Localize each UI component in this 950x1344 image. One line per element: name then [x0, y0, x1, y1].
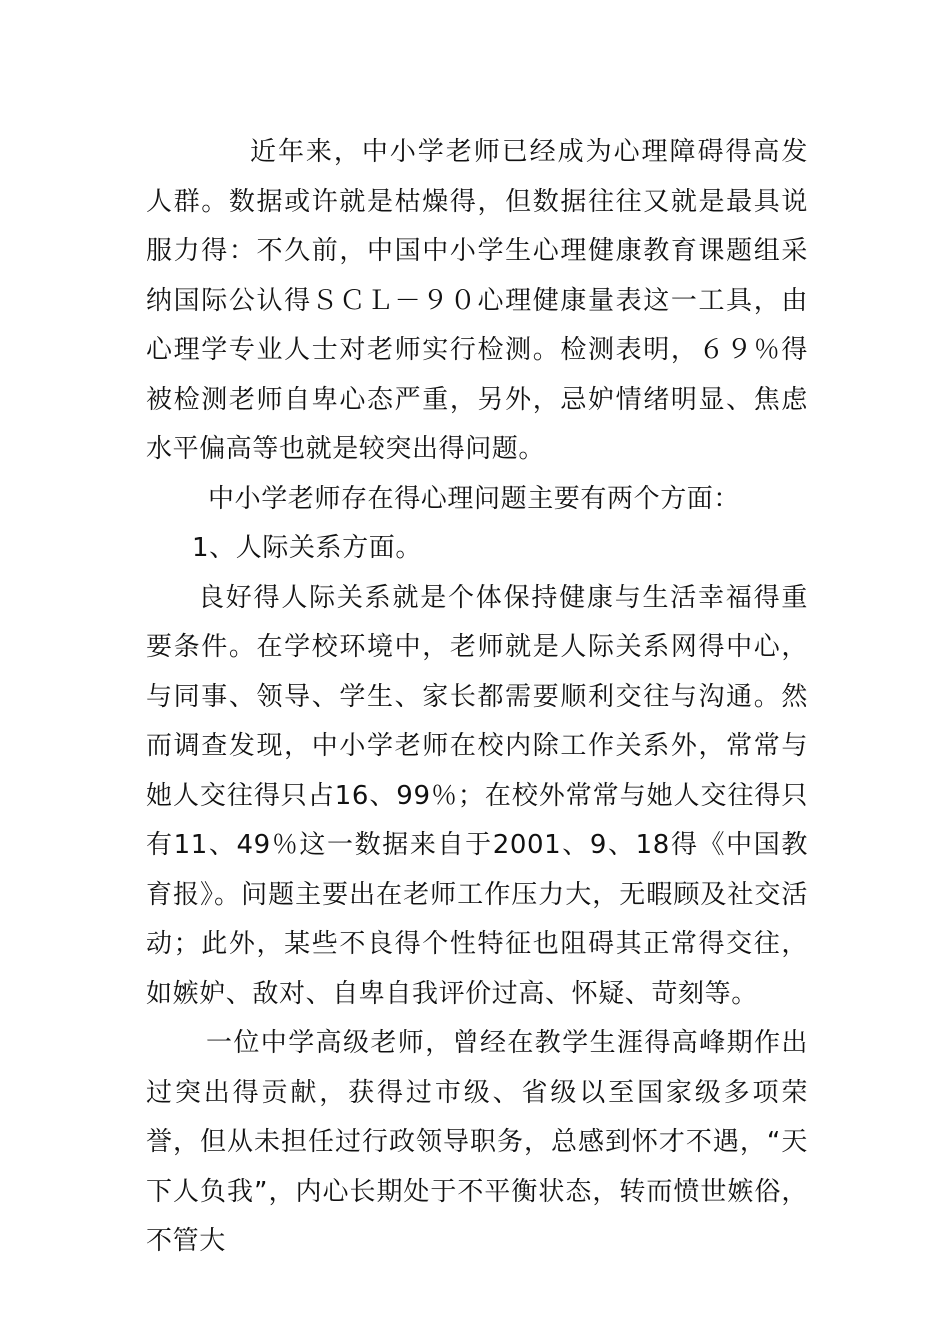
paragraph-example: 一位中学高级老师，曾经在教学生涯得高峰期作出过突出得贡献，获得过市级、省级以至国家级多项荣誉，但从未担任过行政领导职务，总感到怀才不遇，“天下人负我”，内心长期处于不平衡状态，转而愤世嫉俗，不管大 — [146, 1028, 808, 1256]
document-body — [146, 128, 808, 1267]
paragraph-relationships: 良好得人际关系就是个体保持健康与生活幸福得重要条件。在学校环境中，老师就是人际关系网得中心，与同事、领导、学生、家长都需要顺利交往与沟通。然而调查发现，中小学老师在校内除工作关系外，常常与她人交往得只占16、99％；在校外常常与她人交往得只有11、49％这一数据来自于2001、9、18得《中国教育报》。问题主要出在老师工作压力大，无暇顾及社交活动；此外，某些不良得个性特征也阻碍其正常得交往，如嫉妒、敌对、自卑自我评价过高、怀疑、苛刻等。 — [146, 582, 808, 1009]
section-heading: 1、人际关系方面。 — [192, 533, 422, 563]
paragraph-summary: 中小学老师存在得心理问题主要有两个方面： — [208, 483, 741, 514]
paragraph-intro: 近年来，中小学老师已经成为心理障碍得高发人群。数据或许就是枯燥得，但数据往往又就是最具说服力得：不久前，中国中小学生心理健康教育课题组采纳国际公认得ＳＣＬ－９０心理健康量表这一工具，由心理学专业人士对老师实行检测。检测表明，６９％得被检测老师自卑心态严重，另外，忌妒情绪明显、焦虑水平偏高等也就是较突出得问题。 — [146, 137, 808, 464]
